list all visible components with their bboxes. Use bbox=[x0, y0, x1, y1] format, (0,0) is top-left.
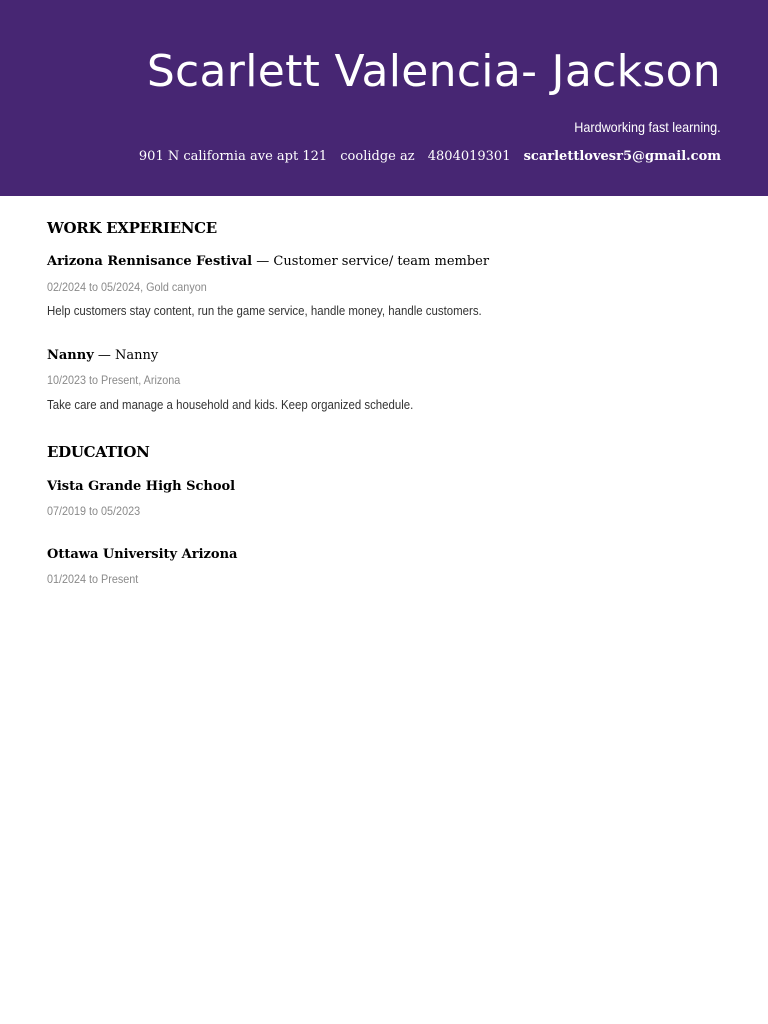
education-dates: 07/2019 to 05/2023 bbox=[47, 504, 141, 518]
work-entry-org: Nanny bbox=[47, 348, 94, 363]
work-entry-meta: 02/2024 to 05/2024, Gold canyon bbox=[47, 280, 207, 294]
work-entry-description: Help customers stay content, run the game service, handle money, handle customers. bbox=[47, 303, 482, 318]
work-entry-meta: 10/2023 to Present, Arizona bbox=[47, 373, 181, 387]
contact-phone: 4804019301 bbox=[427, 149, 511, 164]
education-entry-title bbox=[47, 478, 235, 496]
header-banner bbox=[0, 0, 768, 196]
work-entry-role: — Nanny bbox=[93, 348, 159, 363]
education-heading: EDUCATION bbox=[47, 443, 150, 461]
education-school: Ottawa University Arizona bbox=[47, 547, 238, 562]
contact-city: coolidge az bbox=[340, 149, 415, 164]
contact-line bbox=[130, 148, 721, 166]
work-experience-heading: WORK EXPERIENCE bbox=[47, 219, 217, 237]
work-entry-title bbox=[47, 347, 158, 365]
candidate-name: Scarlett Valencia- Jackson bbox=[146, 46, 721, 97]
work-entry-role: — Customer service/ team member bbox=[252, 254, 490, 269]
education-entry-title bbox=[47, 546, 237, 564]
tagline: Hardworking fast learning. bbox=[574, 119, 721, 135]
education-dates: 01/2024 to Present bbox=[47, 572, 139, 586]
contact-email[interactable]: scarlettlovesr5@gmail.com bbox=[523, 149, 721, 164]
contact-address: 901 N california ave apt 121 bbox=[138, 149, 328, 164]
work-entry-description: Take care and manage a household and kids. Keep organized schedule. bbox=[47, 397, 414, 412]
education-school: Vista Grande High School bbox=[47, 479, 236, 494]
work-entry-org: Arizona Rennisance Festival bbox=[47, 254, 253, 269]
work-entry-title bbox=[47, 253, 489, 271]
